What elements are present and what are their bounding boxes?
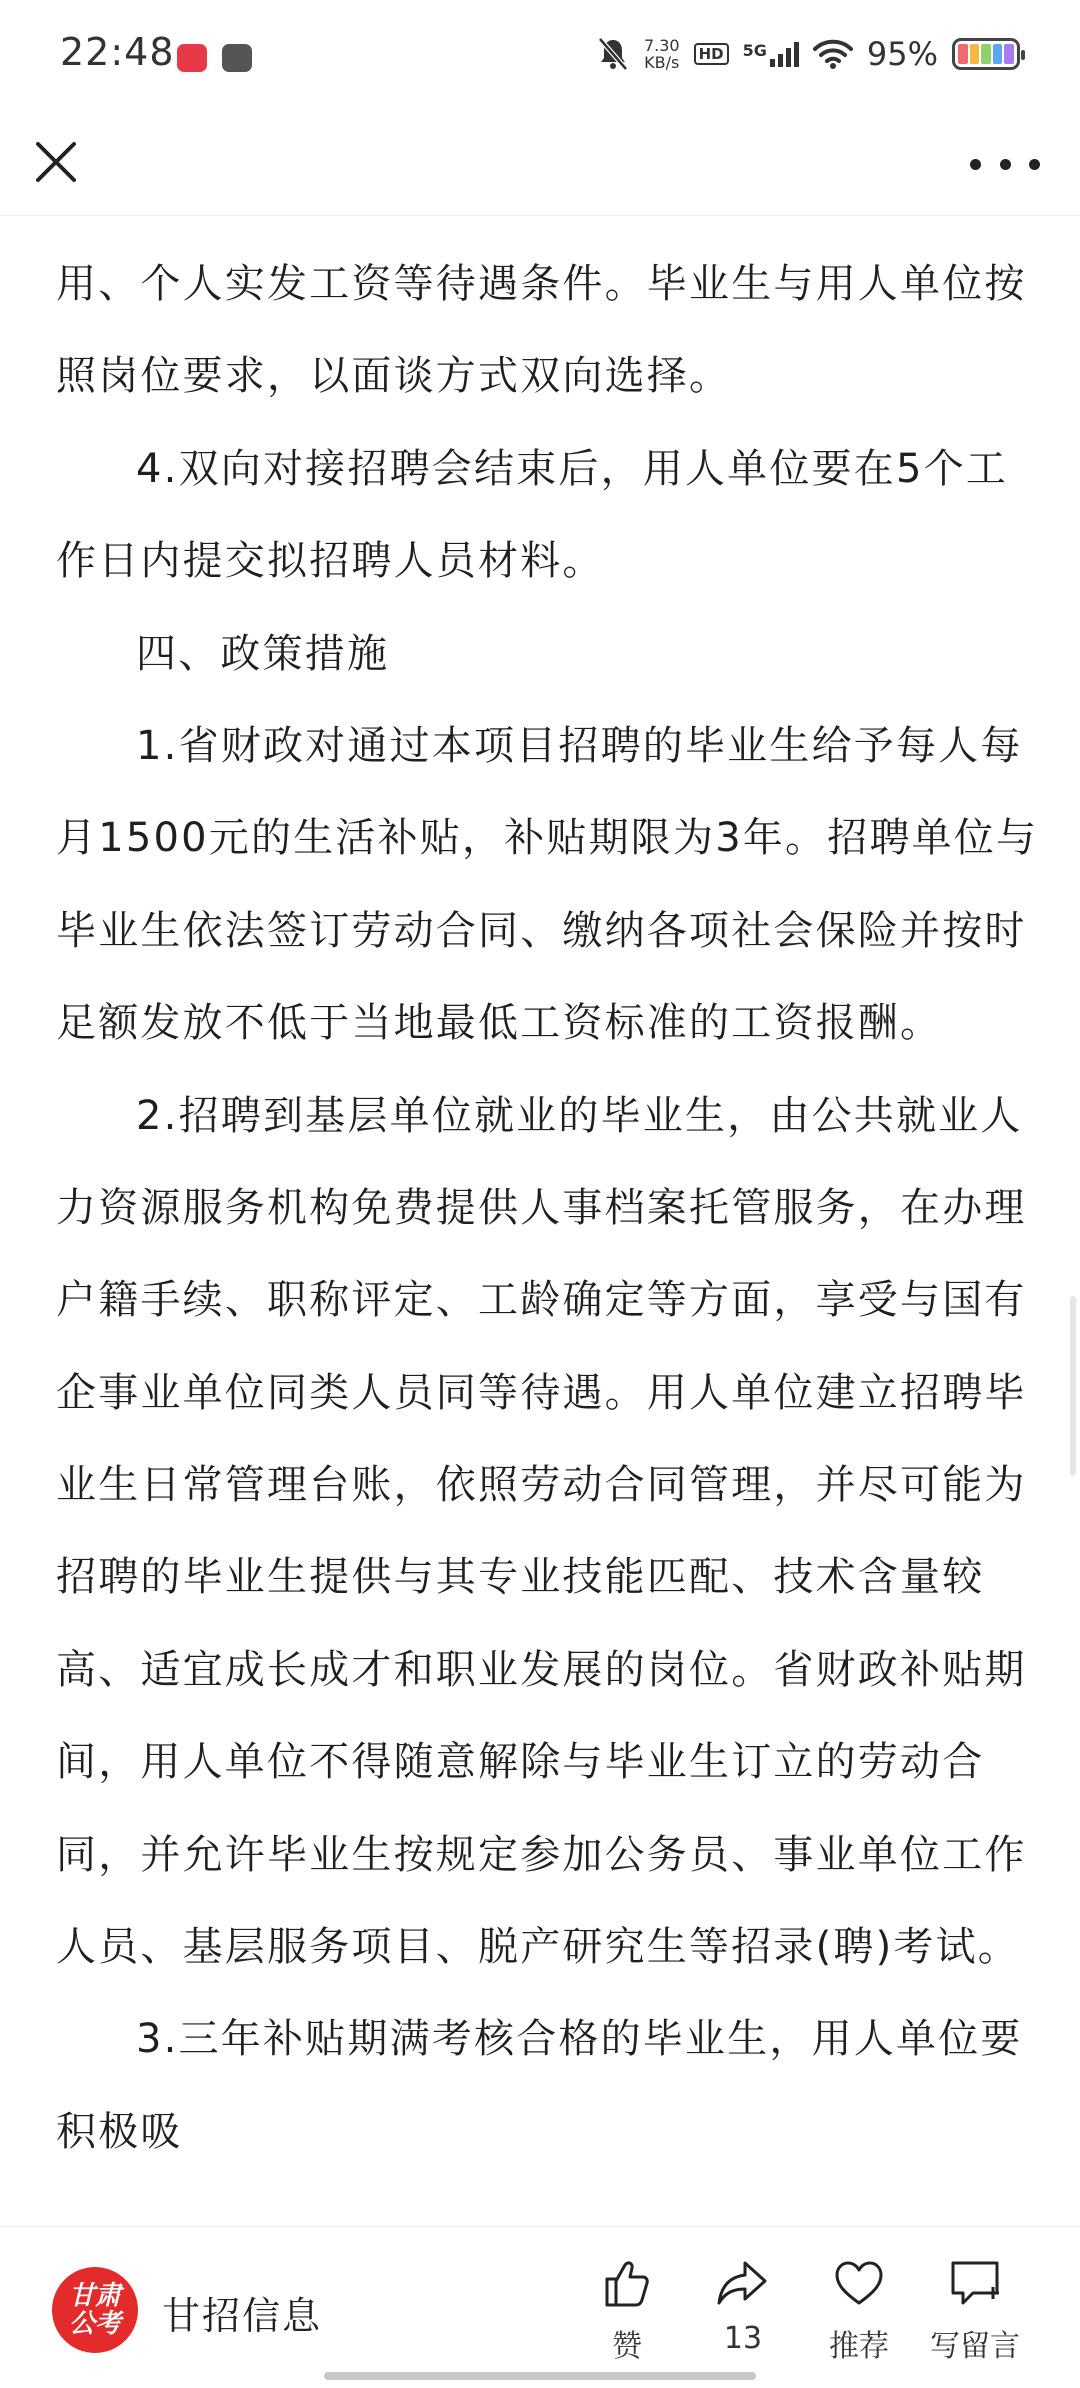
article-text-line: 户籍手续、职称评定、工龄确定等方面，享受与国有 [56,1277,1027,1324]
status-indicators [596,30,1020,78]
article-text-line: 1.省财政对通过本项目招聘的毕业生给予每人每 [136,722,1023,769]
write-comment-button[interactable] [920,2255,1030,2365]
article-text-line: 照岗位要求，以面谈方式双向选择。 [56,353,732,400]
article-text-line: 业生日常管理台账，依照劳动合同管理，并尽可能为 [56,1462,1027,1509]
article-text-line: 月1500元的生活补贴，补贴期限为3年。招聘单位与 [56,815,1039,862]
avatar-text-line1: 甘肃 [68,2281,121,2311]
article-text-line: 作日内提交拟招聘人员材料。 [56,538,605,585]
article-body [56,238,1039,2178]
more-options-button[interactable] [970,144,1040,184]
more-dot-icon [1000,159,1011,170]
status-bar [0,0,1080,116]
status-time: 22:48 [60,30,175,74]
article-text-line: 4.双向对接招聘会结束后，用人单位要在5个工 [136,445,1009,492]
article-text-line: 用、个人实发工资等待遇条件。毕业生与用人单位按 [56,261,1027,307]
xiaohongshu-notification-icon [177,44,207,72]
scrollbar[interactable] [1070,1296,1076,1476]
article-text-line: 人员、基层服务项目、脱产研究生等招录(聘)考试。 [56,1924,1021,1971]
battery-percent: 95% [866,35,938,73]
bottom-bar [0,2226,1080,2388]
network-type: 5G [742,41,767,60]
close-button[interactable] [28,134,84,190]
battery-icon [952,38,1020,70]
hd-icon: HD [694,43,729,65]
article-text-line: 力资源服务机构免费提供人事档案托管服务，在办理 [56,1184,1027,1231]
mute-bell-icon [596,36,630,72]
network-speed-unit: KB/s [644,53,680,72]
signal-bars-icon [770,41,799,67]
close-icon [28,134,84,190]
recommend-button[interactable] [804,2255,914,2365]
network-speed [644,37,680,71]
recommend-label: 推荐 [829,2329,889,2364]
thumbs-up-icon [599,2255,655,2311]
article-text-line: 3.三年补贴期满考核合格的毕业生，用人单位要 [136,2016,1023,2063]
avatar-text-line2: 公考 [68,2309,121,2339]
game-notification-icon [222,44,252,72]
article-text-line: 毕业生依法签订劳动合同、缴纳各项社会保险并按时 [56,907,1027,954]
home-indicator[interactable] [324,2372,756,2380]
article-text-line: 高、适宜成长成才和职业发展的岗位。省财政补贴期 [56,1646,1027,1693]
article-text-line: 企事业单位同类人员同等待遇。用人单位建立招聘毕 [56,1369,1027,1416]
heart-icon [831,2255,887,2311]
comment-add-icon [947,2255,1003,2311]
wifi-icon [813,38,853,70]
share-count: 13 [723,2321,763,2356]
signal-5g-icon [743,41,799,67]
write-comment-label: 写留言 [930,2329,1020,2364]
more-dot-icon [1029,159,1040,170]
article-text-line: 2.招聘到基层单位就业的毕业生，由公共就业人 [136,1092,1023,1139]
like-button[interactable] [572,2255,682,2365]
network-speed-value: 7.30 [643,36,680,55]
article-text-line: 招聘的毕业生提供与其专业技能匹配、技术含量较 [56,1554,985,1601]
account-avatar[interactable] [52,2267,138,2353]
article-text-line: 足额发放不低于当地最低工资标准的工资报酬。 [56,1000,943,1047]
like-label: 赞 [612,2329,642,2364]
top-navigation [0,116,1080,216]
article-text-line: 积极吸 [56,2108,183,2155]
account-name[interactable]: 甘招信息 [162,2294,323,2338]
article-text-line: 同，并允许毕业生按规定参加公务员、事业单位工作 [56,1831,1027,1878]
share-arrow-icon [715,2255,771,2311]
article-text-line: 间，用人单位不得随意解除与毕业生订立的劳动合 [56,1739,985,1786]
share-button[interactable] [688,2255,798,2356]
article-text-line: 四、政策措施 [136,630,390,677]
more-dot-icon [970,159,981,170]
